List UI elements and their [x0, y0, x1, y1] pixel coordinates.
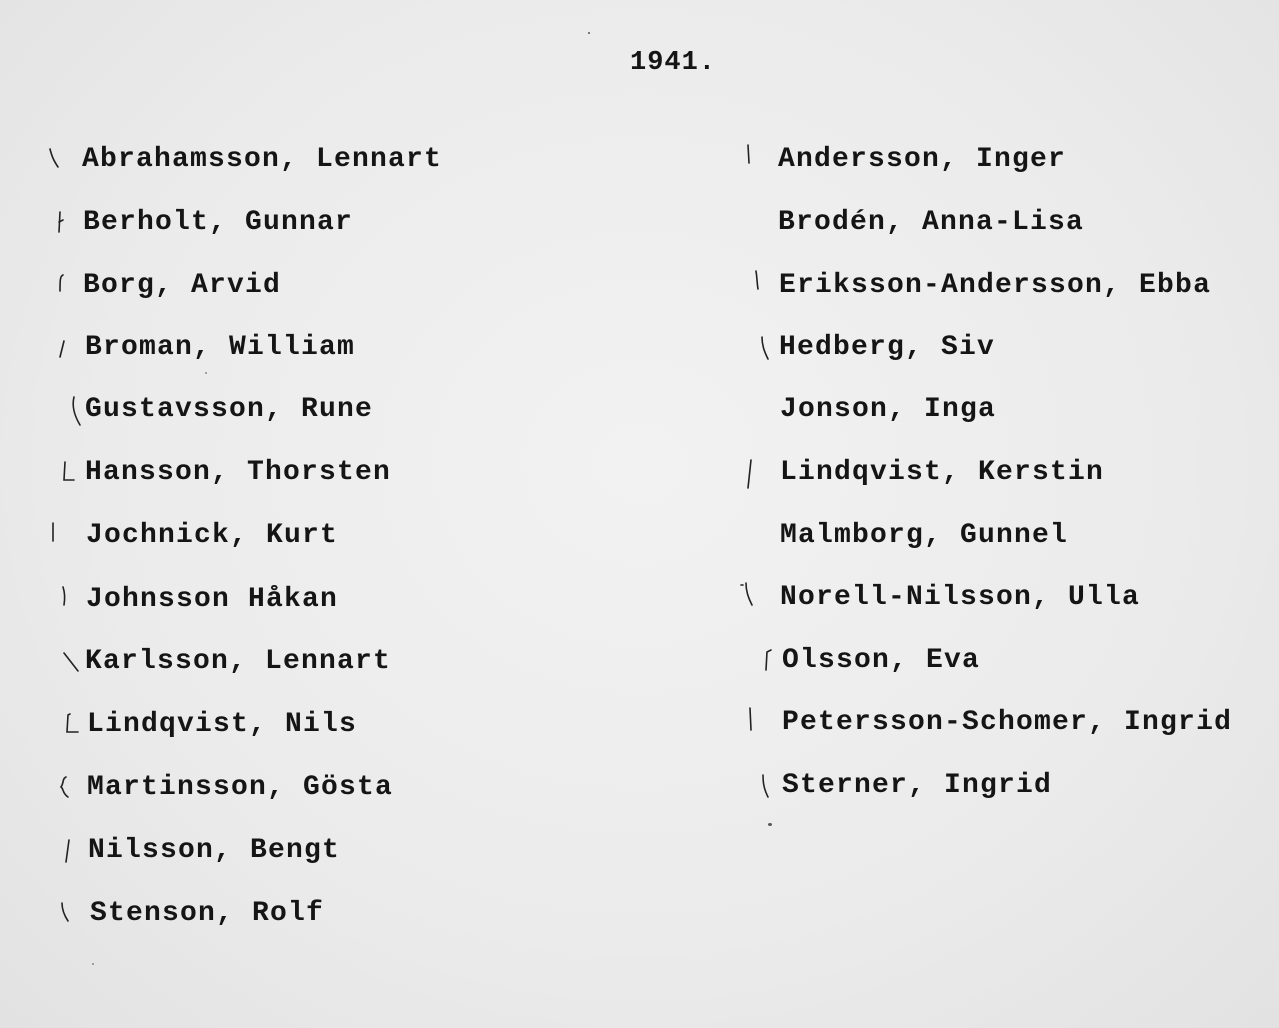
checkmark-icon	[58, 836, 72, 866]
name-entry: Norell-Nilsson, Ulla	[780, 582, 1141, 613]
list-item	[52, 269, 281, 303]
list-item	[56, 771, 393, 805]
list-item	[58, 834, 340, 868]
list-item	[52, 331, 355, 365]
name-entry: Andersson, Inger	[778, 144, 1067, 175]
checkmark-icon	[740, 583, 754, 613]
checkmark-icon	[758, 771, 772, 801]
list-item	[758, 769, 1052, 803]
name-entry: Nilsson, Bengt	[88, 835, 341, 866]
list-item	[744, 706, 1232, 740]
checkmark-icon	[742, 145, 756, 175]
page-title: 1941.	[630, 48, 717, 78]
list-item	[52, 206, 353, 240]
list-item	[48, 143, 442, 177]
checkmark-icon	[48, 145, 62, 175]
name-entry: Berholt, Gunnar	[83, 207, 354, 238]
name-entry: Broman, William	[85, 332, 356, 363]
list-item	[752, 269, 1211, 303]
list-item	[762, 644, 980, 678]
list-item	[58, 583, 338, 617]
checkmark-icon	[58, 585, 72, 615]
name-entry: Olsson, Eva	[782, 645, 981, 676]
list-item	[778, 206, 1084, 240]
name-entry: Borg, Arvid	[83, 270, 282, 301]
paper-speck	[588, 32, 590, 34]
checkmark-icon	[758, 333, 772, 363]
checkmark-icon	[56, 773, 70, 803]
list-item	[758, 331, 995, 365]
name-entry: Hedberg, Siv	[779, 332, 996, 363]
name-entry: Lindqvist, Nils	[87, 709, 358, 740]
checkmark-icon	[752, 271, 766, 301]
name-entry: Johnsson Håkan	[86, 584, 339, 615]
list-item	[58, 456, 391, 490]
checkmark-icon	[52, 271, 66, 301]
paper-speck	[92, 963, 94, 965]
name-entry: Martinsson, Gösta	[87, 772, 394, 803]
list-item	[58, 897, 324, 931]
list-item	[46, 519, 338, 553]
list-item	[742, 143, 1066, 177]
checkmark-icon	[64, 395, 78, 425]
name-entry: Stenson, Rolf	[90, 898, 325, 929]
checkmark-icon	[60, 710, 74, 740]
checkmark-icon	[52, 208, 66, 238]
list-item	[60, 708, 357, 742]
name-entry: Abrahamsson, Lennart	[82, 144, 443, 175]
name-entry: Karlsson, Lennart	[85, 646, 392, 677]
name-entry: Brodén, Anna-Lisa	[778, 207, 1085, 238]
name-entry: Petersson-Schomer, Ingrid	[782, 707, 1233, 738]
name-entry: Lindqvist, Kerstin	[780, 457, 1105, 488]
checkmark-icon	[60, 647, 74, 677]
name-entry: Malmborg, Gunnel	[780, 520, 1069, 551]
list-item	[780, 519, 1068, 553]
list-item	[744, 456, 1104, 490]
paper-speck	[205, 372, 207, 374]
checkmark-icon	[762, 646, 776, 676]
list-item	[64, 393, 373, 427]
checkmark-icon	[58, 458, 72, 488]
paper-speck	[768, 823, 772, 826]
checkmark-icon	[52, 333, 66, 363]
name-entry: Hansson, Thorsten	[85, 457, 392, 488]
name-entry: Gustavsson, Rune	[85, 394, 374, 425]
list-item	[60, 645, 391, 679]
name-entry: Jonson, Inga	[780, 394, 997, 425]
name-entry: Eriksson-Andersson, Ebba	[779, 270, 1212, 301]
list-item	[740, 581, 1140, 615]
list-item	[780, 393, 996, 427]
name-entry: Jochnick, Kurt	[86, 520, 339, 551]
name-entry: Sterner, Ingrid	[782, 770, 1053, 801]
checkmark-icon	[46, 521, 60, 551]
checkmark-icon	[744, 458, 758, 488]
checkmark-icon	[58, 899, 72, 929]
checkmark-icon	[744, 708, 758, 738]
